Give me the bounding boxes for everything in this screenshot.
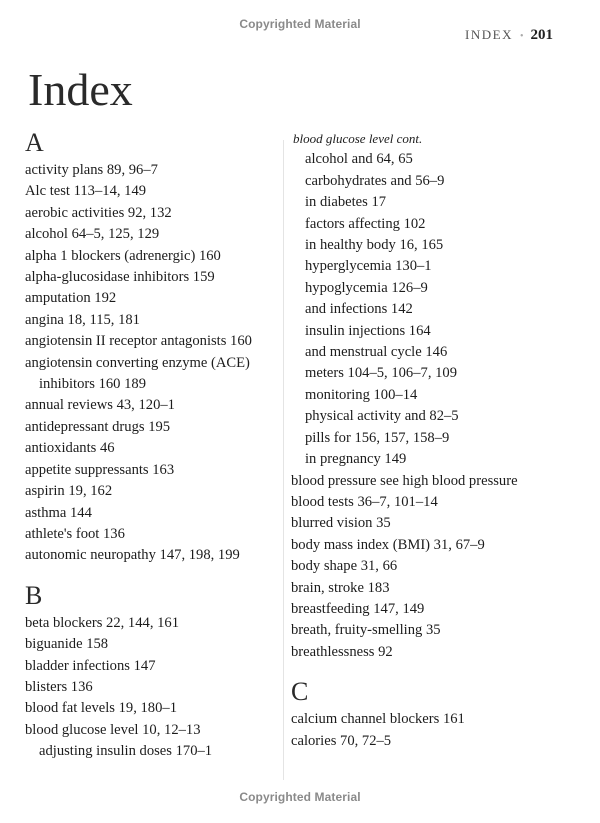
index-subentry: pills for 156, 157, 158–9 <box>305 429 450 446</box>
index-entry: calories 70, 72–5 <box>291 732 392 749</box>
index-subentry: adjusting insulin doses 170–1 <box>39 743 213 760</box>
index-entry: blood pressure see high blood pressure <box>291 472 518 489</box>
index-entry: blurred vision 35 <box>291 515 391 532</box>
index-entry: alpha 1 blockers (adrenergic) 160 <box>25 247 221 264</box>
index-subentry: and infections 142 <box>305 301 413 318</box>
index-entry: breathlessness 92 <box>291 643 393 660</box>
index-subentry: inhibitors 160 189 <box>39 376 147 393</box>
index-entry: aerobic activities 92, 132 <box>25 204 172 221</box>
index-subentry: factors affecting 102 <box>305 215 426 232</box>
index-entry: beta blockers 22, 144, 161 <box>25 614 180 631</box>
running-head-label: INDEX <box>465 27 513 42</box>
index-column-left <box>25 128 287 763</box>
index-subentry: carbohydrates and 56–9 <box>305 172 445 189</box>
watermark-top: Copyrighted Material <box>239 17 361 31</box>
index-entry: blood tests 36–7, 101–14 <box>291 493 438 510</box>
index-subentry: meters 104–5, 106–7, 109 <box>305 365 458 382</box>
index-subentry: hypoglycemia 126–9 <box>305 279 428 296</box>
index-subentry: hyperglycemia 130–1 <box>305 258 432 275</box>
index-entry: activity plans 89, 96–7 <box>25 162 158 178</box>
index-entry: body shape 31, 66 <box>291 558 398 575</box>
index-subentry: alcohol and 64, 65 <box>305 151 413 168</box>
index-entry: alpha-glucosidase inhibitors 159 <box>25 269 215 286</box>
index-entry: biguanide 158 <box>25 636 109 653</box>
index-entry: body mass index (BMI) 31, 67–9 <box>291 536 485 553</box>
index-entry: autonomic neuropathy 147, 198, 199 <box>25 547 240 564</box>
index-entry: angiotensin converting enzyme (ACE) <box>25 354 250 371</box>
index-subentry: insulin injections 164 <box>305 322 431 339</box>
index-entry: annual reviews 43, 120–1 <box>25 397 175 414</box>
section-letter: C <box>291 677 309 707</box>
index-subentry: monitoring 100–14 <box>305 386 418 403</box>
watermark-bottom: Copyrighted Material <box>239 790 361 804</box>
index-column-right <box>291 128 576 752</box>
section-letter: A <box>25 128 44 157</box>
index-entry: breath, fruity-smelling 35 <box>291 622 441 639</box>
index-entry: angiotensin II receptor antagonists 160 <box>25 333 252 350</box>
index-entry: appetite suppressants 163 <box>25 461 175 478</box>
page-number: 201 <box>530 27 553 43</box>
index-subentry: physical activity and 82–5 <box>305 408 459 425</box>
index-entry: angina 18, 115, 181 <box>25 311 140 328</box>
running-head-separator: • <box>519 31 524 42</box>
index-entry: bladder infections 147 <box>25 657 156 674</box>
index-entry: asthma 144 <box>25 504 92 521</box>
index-entry: alcohol 64–5, 125, 129 <box>25 226 160 243</box>
index-entry: amputation 192 <box>25 290 117 307</box>
index-entry: calcium channel blockers 161 <box>291 711 465 728</box>
running-head <box>465 27 553 44</box>
index-entry: breastfeeding 147, 149 <box>291 600 425 617</box>
section-letter: B <box>25 580 43 610</box>
index-entry: antidepressant drugs 195 <box>25 418 171 435</box>
index-entry: brain, stroke 183 <box>291 579 390 596</box>
index-subentry: in pregnancy 149 <box>305 451 407 468</box>
index-entry: blood fat levels 19, 180–1 <box>25 700 177 717</box>
index-subentry: and menstrual cycle 146 <box>305 344 448 361</box>
index-entry: antioxidants 46 <box>25 440 115 457</box>
index-entry: blisters 136 <box>25 678 93 695</box>
index-entry: Alc test 113–14, 149 <box>25 183 147 200</box>
continued-heading: blood glucose level cont. <box>293 131 423 146</box>
index-entry: blood glucose level 10, 12–13 <box>25 721 201 738</box>
index-entry: athlete's foot 136 <box>25 525 125 542</box>
index-subentry: in diabetes 17 <box>305 194 387 211</box>
index-entry: aspirin 19, 162 <box>25 483 113 500</box>
page-title: Index <box>28 64 133 115</box>
index-subentry: in healthy body 16, 165 <box>305 237 444 254</box>
